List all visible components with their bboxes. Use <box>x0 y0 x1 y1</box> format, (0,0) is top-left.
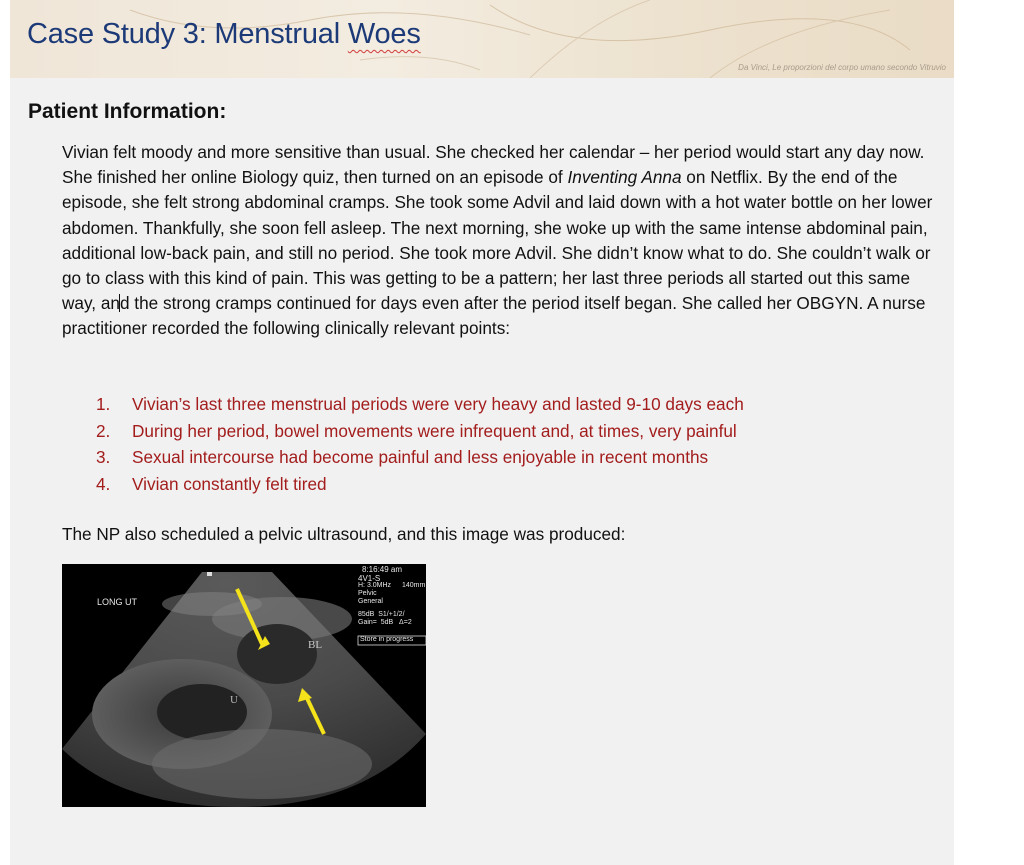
scan-depth: 140mm <box>402 582 426 589</box>
case-paragraph: Vivian felt moody and more sensitive than usual. She checked her calendar – her period would start any day now. She finished her online Biology quiz, then turned on an episode of Inventing Anna on Netflix. By the end of the episode, she felt strong abdominal cramps. She took some Advil and laid down with a hot water bottle on her lower abdomen. Thankfully, she soon fell asleep. The next morning, she woke up with the same intense abdominal pain, additional low-back pain, and still no period. She took more Advil. She didn’t know what to do. She couldn’t walk or go to class with this kind of pain. This was getting to be a pattern; her last three periods all started out this same way, and the strong cramps continued for days even after the period itself began. She called her OBGYN. A nurse practitioner recorded the following clinically relevant points: <box>62 142 933 339</box>
list-item: 4. Vivian constantly felt tired <box>96 473 327 494</box>
scan-probe: 4V1-S <box>358 574 381 583</box>
list-item: 1. Vivian’s last three menstrual periods were very heavy and lasted 9-10 days each <box>96 394 744 414</box>
header-banner <box>10 0 954 78</box>
section-heading: Patient Information: <box>28 100 227 123</box>
page-title: Case Study 3: Menstrual Woes <box>27 18 421 50</box>
show-title: Inventing Anna <box>567 167 682 188</box>
image-credit: Da Vinci, Le proporzioni del corpo umano secondo Vitruvio <box>738 63 946 72</box>
scan-freq: H: 3.0MHz <box>358 582 392 589</box>
scan-time: 8:16:49 am <box>362 565 403 574</box>
list-item: 3. Sexual intercourse had become painful and less enjoyable in recent months <box>96 447 709 467</box>
scan-settings: 85dB S1/+1/2/ <box>358 611 405 618</box>
label-uterus: U <box>230 694 238 706</box>
scan-status: Store in progress <box>360 636 414 643</box>
list-item: 2. During her period, bowel movements were infrequent and, at times, very painful <box>96 420 737 441</box>
label-bladder: BL <box>308 639 323 651</box>
spellcheck-word: Woes <box>347 18 421 50</box>
findings-list <box>96 391 744 497</box>
scan-gain: Gain= 5dB Δ=2 <box>358 619 412 626</box>
followup-text: The NP also scheduled a pelvic ultrasound, and this image was produced: <box>62 524 626 544</box>
ultrasound-image <box>62 564 426 807</box>
content-area <box>10 78 954 865</box>
scan-view-label: LONG UT <box>97 597 138 607</box>
scan-preset: Pelvic <box>358 590 377 597</box>
scan-preset-2: General <box>358 598 383 605</box>
